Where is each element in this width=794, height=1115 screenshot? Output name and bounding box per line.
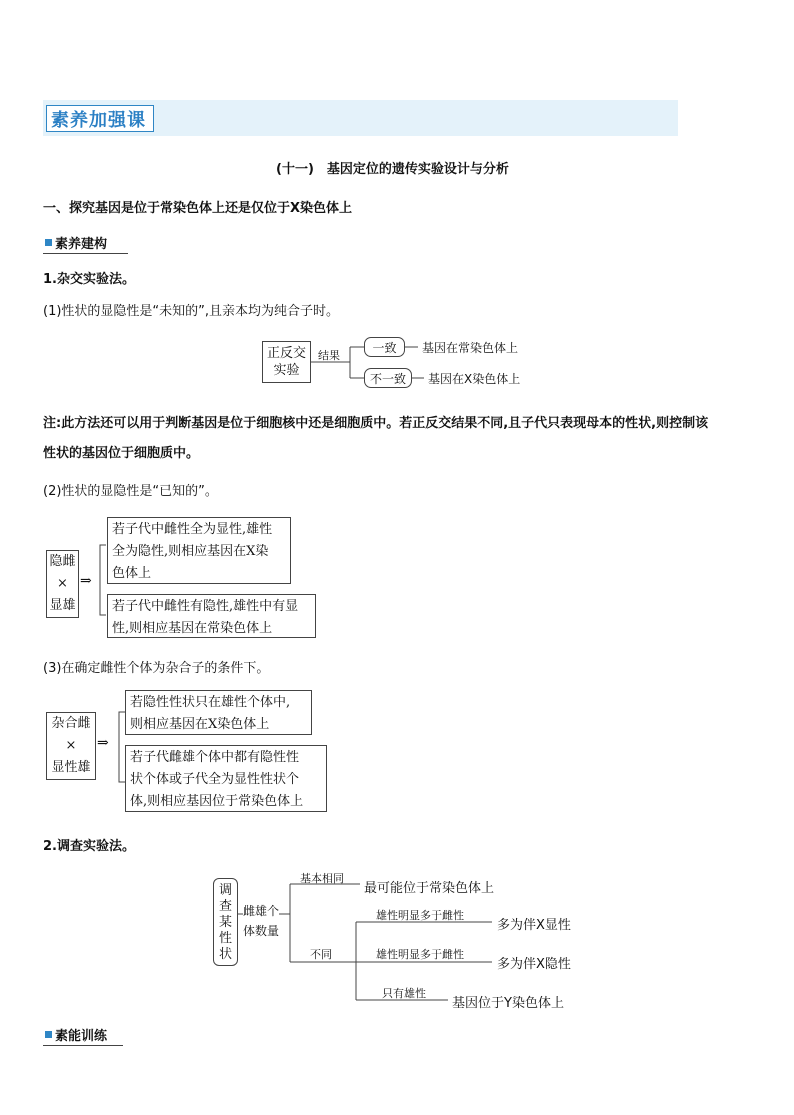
banner-label: 素养加强课 xyxy=(51,110,146,131)
diff-sub2-result: 多为伴X隐性 xyxy=(497,957,571,972)
case2-branch2-line2: 性,则相应基因在常染色体上 xyxy=(112,621,273,636)
case2-branch1-line1: 若子代中雌性全为显性,雄性 xyxy=(112,522,273,537)
sub-heading-structure: 素养建构 xyxy=(55,237,108,252)
reciprocal-cross-box xyxy=(262,341,311,383)
case3-branch1-line2: 则相应基因在X染色体上 xyxy=(130,717,270,732)
recessive-female-label: 隐雌 xyxy=(49,554,76,569)
inconsistent-label: 不一致 xyxy=(369,372,406,386)
implies-arrow-icon-2: ⇒ xyxy=(97,735,109,751)
consistent-box xyxy=(364,337,405,357)
case3-branch2-line2: 状个体或子代全为显性性状个 xyxy=(130,772,300,787)
result-label: 结果 xyxy=(318,349,340,362)
sub-heading-underline-2 xyxy=(43,1045,123,1046)
case2-branch1-line2: 全为隐性,则相应基因在X染 xyxy=(112,544,269,559)
diff-sub2-label: 雄性明显多于雌性 xyxy=(376,948,464,961)
case3-branch2-line3: 体,则相应基因位于常染色体上 xyxy=(130,794,304,809)
branch-same-result: 最可能位于常染色体上 xyxy=(364,881,495,896)
diff-sub1-result: 多为伴X显性 xyxy=(497,918,571,933)
heading-1: 一、探究基因是位于常染色体上还是仅位于X染色体上 xyxy=(43,201,353,216)
consistent-label: 一致 xyxy=(372,341,397,355)
case2-branch2-line1: 若子代中雌性有隐性,雄性中有显 xyxy=(112,599,299,614)
section-title: (十一) 基因定位的遗传实验设计与分析 xyxy=(276,162,509,177)
implies-arrow-icon: ⇒ xyxy=(80,573,92,589)
case1-title: (1)性状的显隐性是“未知的”,且亲本均为纯合子时。 xyxy=(43,304,340,319)
case3-branch1-line1: 若隐性性状只在雄性个体中, xyxy=(130,695,291,710)
heterozygous-female-label: 杂合雌 xyxy=(51,716,91,731)
case3-title: (3)在确定雌性个体为杂合子的条件下。 xyxy=(43,661,270,676)
diff-sub1-label: 雄性明显多于雌性 xyxy=(376,909,464,922)
reciprocal-cross-line1: 正反交 xyxy=(266,346,306,361)
case3-branch2-line1: 若子代雌雄个体中都有隐性性 xyxy=(130,750,300,765)
dominant-male-label-2: 显性雄 xyxy=(51,760,91,775)
note-line1: 注:此方法还可以用于判断基因是位于细胞核中还是细胞质中。若正反交结果不同,且子代只表现母本的性状,则控制该 xyxy=(43,416,709,431)
diff-sub3-result: 基因位于Y染色体上 xyxy=(452,996,564,1011)
male-female-count-line1: 雌雄个 xyxy=(243,904,280,918)
dominant-male-label: 显雄 xyxy=(49,598,76,613)
square-bullet-icon-2 xyxy=(45,1031,52,1038)
consistent-result: 基因在常染色体上 xyxy=(422,341,519,355)
method1-title: 1.杂交实验法。 xyxy=(43,272,135,287)
method2-title: 2.调查实验法。 xyxy=(43,839,135,854)
case3-branch1-box xyxy=(125,690,312,735)
recessive-female-box xyxy=(46,550,79,618)
cross-symbol: × xyxy=(57,576,68,591)
case2-branch2-box xyxy=(107,594,316,638)
male-female-count-line2: 体数量 xyxy=(243,924,280,938)
survey-trait-label: 调查某性状 xyxy=(219,883,233,962)
reciprocal-cross-line2: 实验 xyxy=(273,363,300,378)
inconsistent-result: 基因在X染色体上 xyxy=(428,372,521,386)
case3-branch2-box xyxy=(125,745,327,812)
case2-title: (2)性状的显隐性是“已知的”。 xyxy=(43,484,218,499)
survey-trait-box xyxy=(213,878,238,966)
branch-diff-label: 不同 xyxy=(310,948,332,961)
cross-symbol-2: × xyxy=(65,738,77,753)
diff-sub3-label: 只有雄性 xyxy=(382,987,426,1000)
sub-heading-training: 素能训练 xyxy=(55,1029,108,1044)
case2-branch1-line3: 色体上 xyxy=(112,566,152,581)
note-line2: 性状的基因位于细胞质中。 xyxy=(43,446,200,461)
branch-same-label: 基本相同 xyxy=(300,872,344,885)
heterozygous-female-box xyxy=(46,712,96,780)
case2-branch1-box xyxy=(107,517,291,584)
inconsistent-box xyxy=(364,368,412,388)
